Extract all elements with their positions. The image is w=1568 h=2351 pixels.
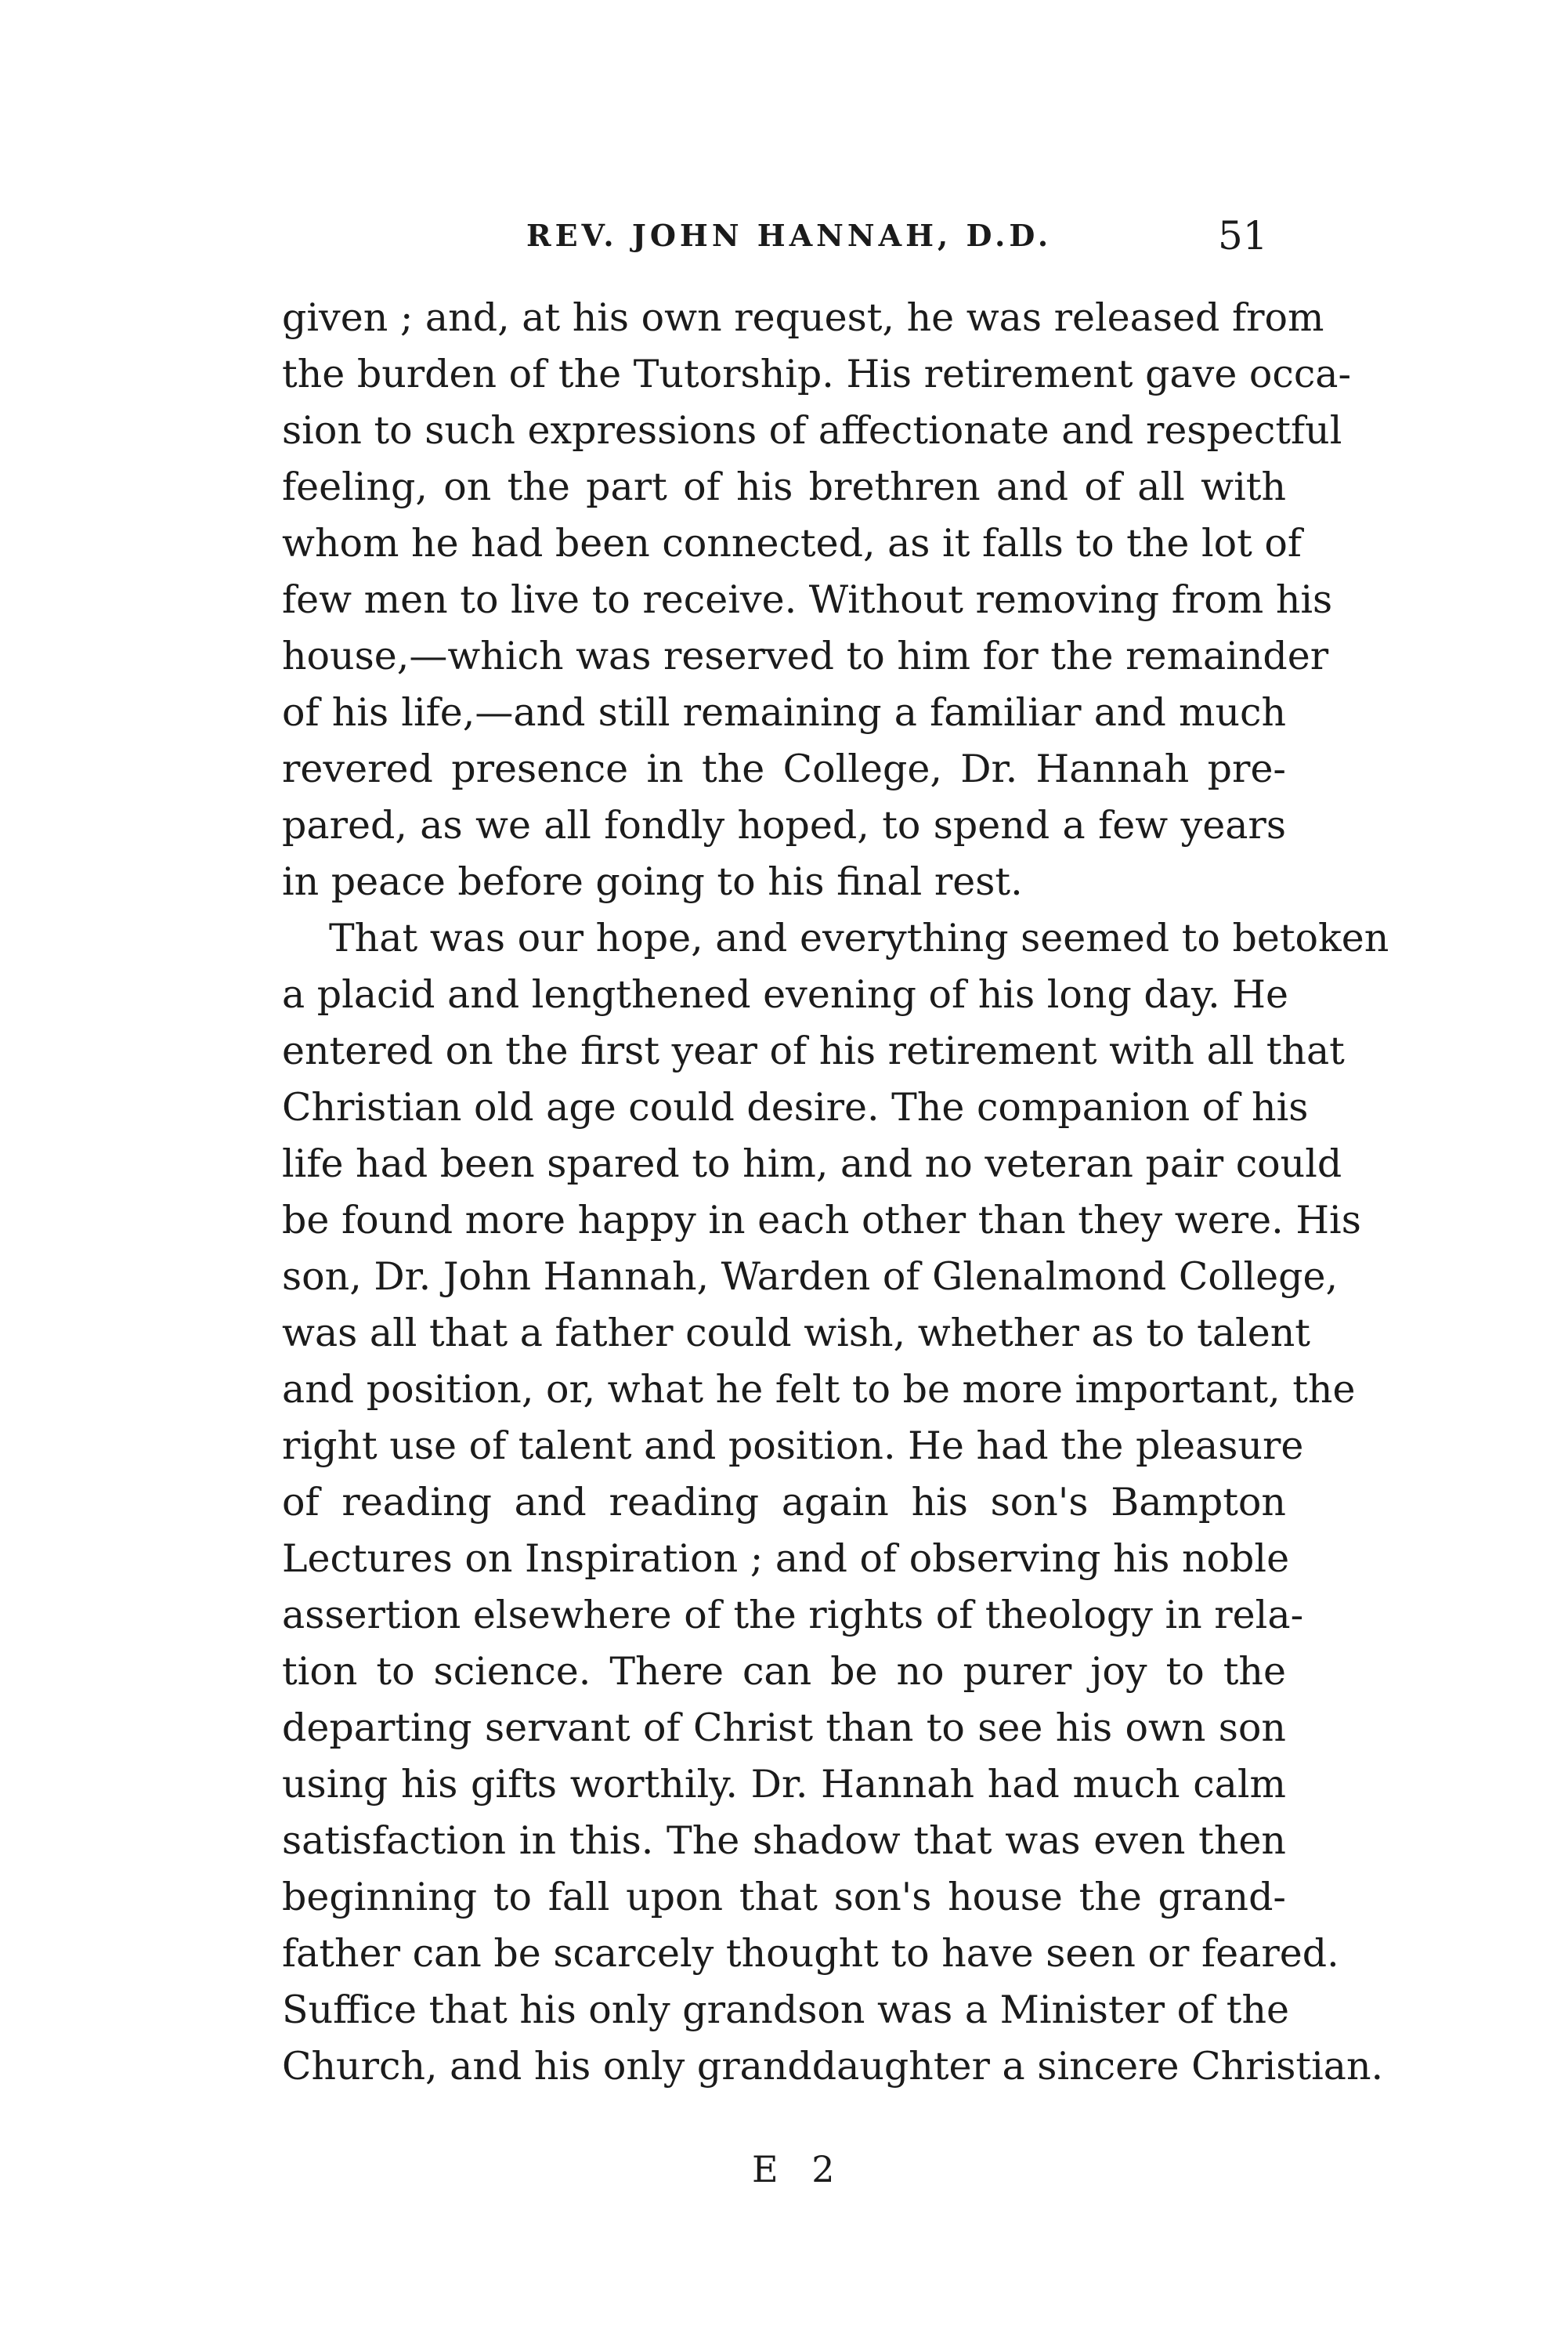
text-line: whom he had been connected, as it falls to the lot of [282, 521, 1302, 566]
text-line: feeling, on the part of his brethren and of all with [282, 465, 1286, 509]
text-line: entered on the first year of his retirement with all that [282, 1029, 1345, 1073]
running-head [0, 213, 1568, 260]
text-line: life had been spared to him, and no veteran pair could [282, 1141, 1342, 1186]
text-line: Suffice that his only grandson was a Minister of the [282, 1987, 1290, 2032]
text-line: sion to such expressions of affectionate and respectful [282, 408, 1342, 453]
text-line: Lectures on Inspiration ; and of observing his noble [282, 1536, 1290, 1581]
text-line: father can be scarcely thought to have seen or feared. [282, 1931, 1339, 1976]
text-line: house,—which was reserved to him for the remainder [282, 634, 1329, 678]
text-line: satisfaction in this. The shadow that was even then [282, 1818, 1286, 1863]
text-line: few men to live to receive. Without removing from his [282, 577, 1333, 622]
text-line: using his gifts worthily. Dr. Hannah had much calm [282, 1762, 1286, 1807]
text-line: was all that a father could wish, whether as to talent [282, 1311, 1310, 1355]
signature-mark: E 2 [752, 2148, 846, 2190]
text-line: in peace before going to his final rest. [282, 859, 1023, 904]
text-line: right use of talent and position. He had the pleasure [282, 1423, 1304, 1468]
text-line: tion to science. There can be no purer joy to the [282, 1649, 1286, 1694]
text-line: That was our hope, and everything seemed to betoken [329, 916, 1389, 960]
text-line: beginning to fall upon that son's house the grand- [282, 1875, 1286, 1919]
text-line: of his life,—and still remaining a familiar and much [282, 690, 1286, 735]
paragraph-2 [282, 910, 1389, 2095]
text-line: revered presence in the College, Dr. Hannah pre- [282, 747, 1286, 791]
text-line: pared, as we all fondly hoped, to spend a few years [282, 803, 1286, 848]
text-line: son, Dr. John Hannah, Warden of Glenalmond College, [282, 1254, 1339, 1299]
text-line: a placid and lengthened evening of his long day. He [282, 972, 1289, 1017]
text-line: Church, and his only granddaughter a sincere Christian. [282, 2044, 1384, 2089]
text-line: the burden of the Tutorship. His retirement gave occa- [282, 352, 1352, 396]
body-text [282, 290, 1389, 2095]
text-line: assertion elsewhere of the rights of theology in rela- [282, 1593, 1304, 1637]
text-line: and position, or, what he felt to be more important, the [282, 1367, 1356, 1412]
page-number: 51 [1218, 213, 1268, 259]
running-title: REV. JOHN HANNAH, D.D. [526, 218, 1053, 253]
text-line: be found more happy in each other than they were. His [282, 1198, 1361, 1242]
text-line: departing servant of Christ than to see his own son [282, 1705, 1286, 1750]
text-line: Christian old age could desire. The companion of his [282, 1085, 1309, 1130]
text-line: given ; and, at his own request, he was released from [282, 295, 1324, 340]
paragraph-1 [282, 290, 1352, 910]
text-line: of reading and reading again his son's Bampton [282, 1480, 1286, 1525]
